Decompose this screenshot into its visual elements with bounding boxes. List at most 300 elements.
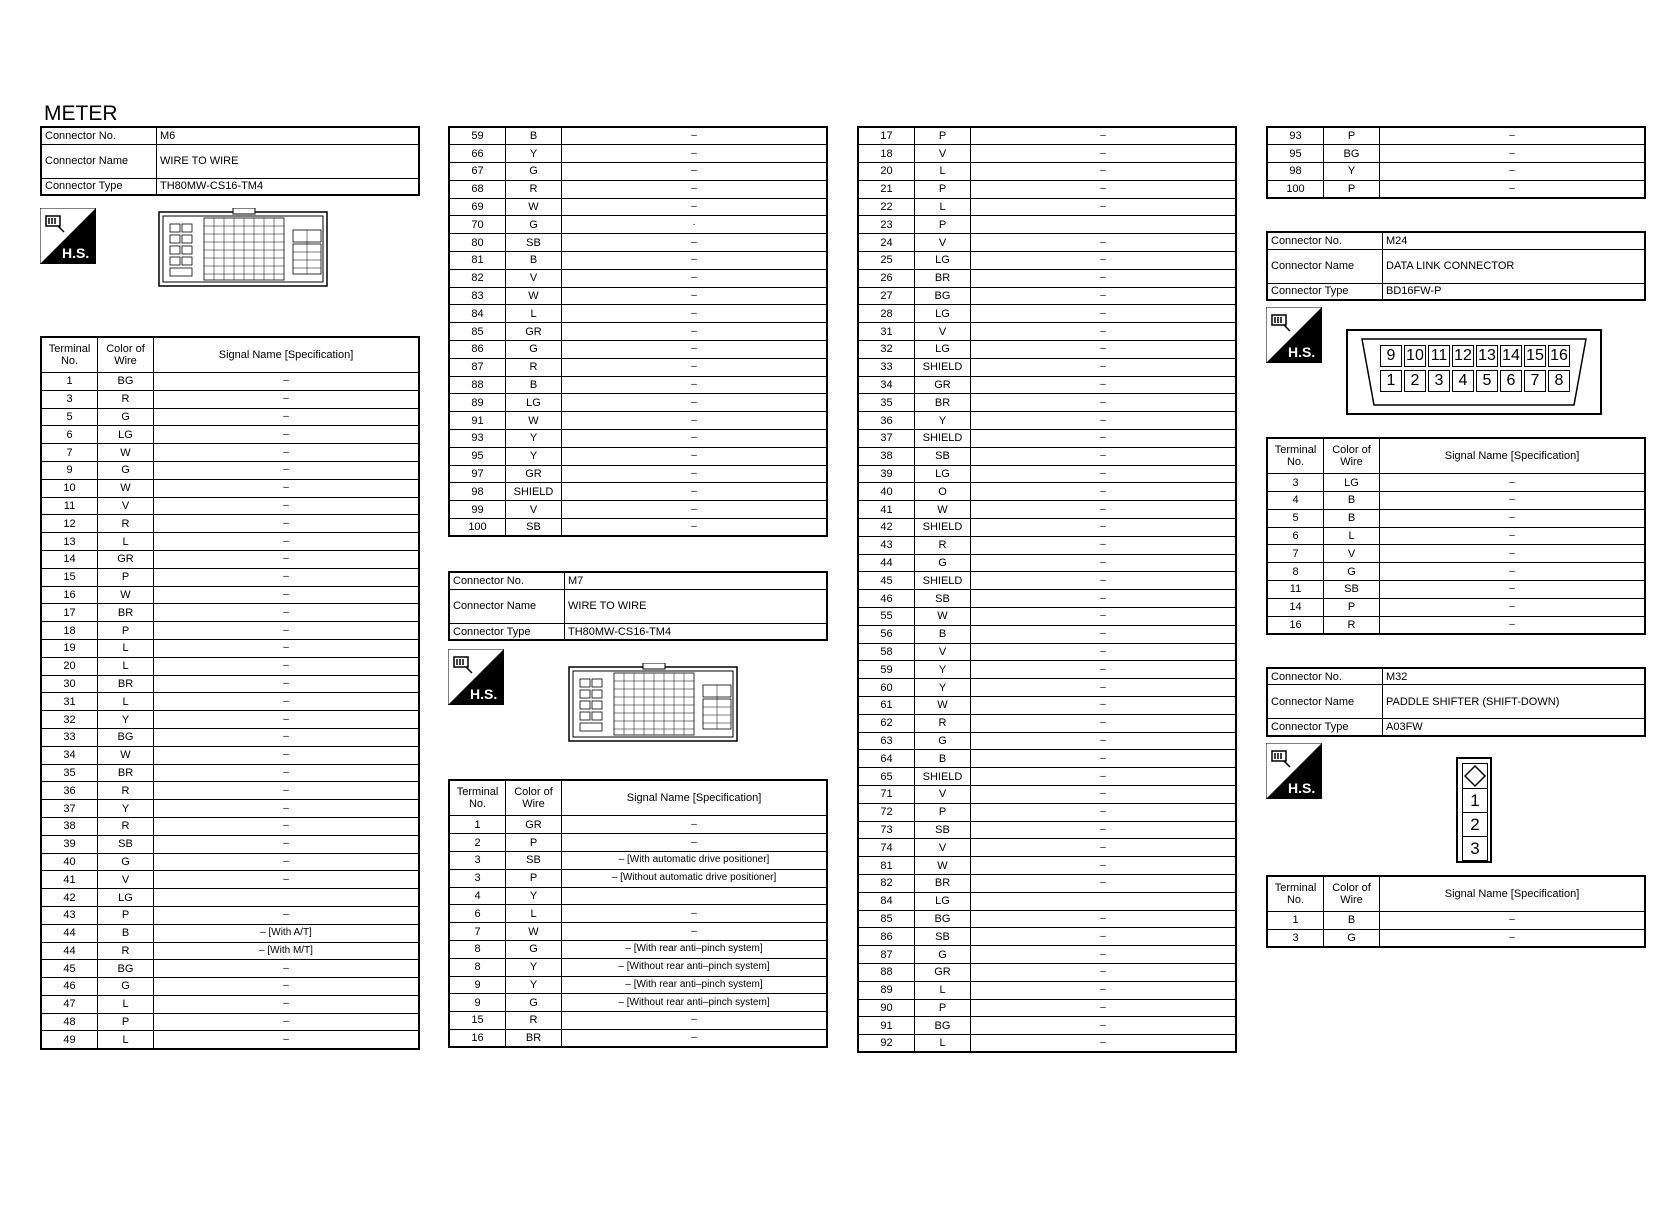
wire-color-cell: P — [98, 568, 154, 586]
wire-color-cell: G — [915, 554, 971, 572]
signal-name-cell: – — [154, 1031, 420, 1049]
wire-color-cell: P — [1324, 127, 1380, 145]
signal-name-cell: – — [971, 1035, 1237, 1053]
signal-name-cell: – — [154, 550, 420, 568]
wire-color-cell: R — [1324, 616, 1380, 634]
table-row — [41, 995, 419, 1013]
connector-name-value: PADDLE SHIFTER (SHIFT-DOWN) — [1383, 685, 1646, 719]
terminal-no-cell: 42 — [858, 519, 915, 537]
terminal-no-cell: 73 — [858, 821, 915, 839]
signal-name-cell: – — [971, 376, 1237, 394]
terminal-no-cell: 36 — [41, 782, 98, 800]
table-row — [41, 408, 419, 426]
m32-connector-diagram — [1456, 757, 1492, 863]
wire-color-cell: G — [1324, 563, 1380, 581]
wire-color-cell: L — [98, 1031, 154, 1049]
signal-name-cell: – [With rear anti–pinch system] — [562, 976, 828, 994]
table-row — [1267, 929, 1645, 947]
wire-color-cell: G — [506, 940, 562, 958]
wire-color-cell: Y — [98, 800, 154, 818]
table-row — [41, 426, 419, 444]
wire-color-cell: BR — [915, 394, 971, 412]
terminal-no-cell: 18 — [858, 145, 915, 163]
signal-name-cell: – — [154, 800, 420, 818]
terminal-no-cell: 1 — [449, 816, 506, 834]
connector-name-label: Connector Name — [41, 144, 157, 178]
wire-color-cell: R — [98, 782, 154, 800]
connector-pin: 1 — [1380, 370, 1402, 392]
terminal-no-cell: 25 — [858, 252, 915, 270]
m32-info-table — [1266, 667, 1646, 737]
wire-color-cell: O — [915, 483, 971, 501]
signal-name-cell: – — [1380, 509, 1646, 527]
wire-color-cell: G — [506, 994, 562, 1012]
wire-color-cell: SB — [506, 234, 562, 252]
connector-pin: 2 — [1463, 813, 1487, 837]
wire-color-cell: BG — [915, 910, 971, 928]
table-row — [449, 163, 827, 181]
connector-pin: 2 — [1404, 370, 1426, 392]
wire-color-cell: P — [506, 869, 562, 887]
signal-name-cell: – — [971, 483, 1237, 501]
signal-name-cell: · — [562, 216, 828, 234]
signal-name-cell: – — [562, 145, 828, 163]
table-row — [449, 269, 827, 287]
wire-color-cell: BG — [915, 1017, 971, 1035]
signal-name-cell: – — [562, 323, 828, 341]
table-row — [41, 871, 419, 889]
terminal-no-cell: 9 — [449, 976, 506, 994]
wire-color-cell: Y — [1324, 163, 1380, 181]
signal-name-cell: – — [562, 430, 828, 448]
terminal-no-cell: 41 — [41, 871, 98, 889]
table-row — [858, 180, 1236, 198]
wire-color-cell: R — [98, 390, 154, 408]
wire-color-cell: P — [98, 622, 154, 640]
table-row — [858, 803, 1236, 821]
wire-color-cell: B — [98, 924, 154, 942]
signal-name-cell: – — [154, 586, 420, 604]
connector-pin: 7 — [1524, 370, 1546, 392]
terminal-no-cell: 5 — [41, 408, 98, 426]
terminal-no-cell: 26 — [858, 269, 915, 287]
table-row — [449, 305, 827, 323]
table-row — [858, 483, 1236, 501]
page-title: METER — [44, 102, 118, 125]
signal-name-cell: – — [154, 960, 420, 978]
color-of-wire-header: Color of Wire — [506, 780, 562, 816]
table-row — [858, 269, 1236, 287]
terminal-no-cell: 33 — [41, 728, 98, 746]
wire-color-cell: BG — [915, 287, 971, 305]
table-row — [858, 287, 1236, 305]
wire-color-cell: P — [506, 834, 562, 852]
table-row — [858, 768, 1236, 786]
terminal-no-cell: 35 — [858, 394, 915, 412]
signal-name-header: Signal Name [Specification] — [1380, 876, 1646, 912]
signal-name-cell: – — [971, 732, 1237, 750]
wire-color-cell: SHIELD — [915, 358, 971, 376]
table-row — [858, 465, 1236, 483]
signal-name-cell: – — [971, 412, 1237, 430]
column-4 — [1266, 126, 1646, 948]
m7-terminal-table-a — [448, 779, 828, 1048]
table-row — [858, 590, 1236, 608]
wire-color-cell: P — [98, 1013, 154, 1031]
signal-name-cell: – — [562, 127, 828, 145]
table-row — [858, 1017, 1236, 1035]
terminal-no-cell: 80 — [449, 234, 506, 252]
signal-name-cell: – — [562, 905, 828, 923]
m7-terminal-table-c — [1266, 126, 1646, 199]
terminal-no-cell: 74 — [858, 839, 915, 857]
terminal-no-cell: 37 — [858, 430, 915, 448]
terminal-no-header: Terminal No. — [1267, 876, 1324, 912]
signal-name-cell: – — [971, 785, 1237, 803]
table-row — [449, 887, 827, 905]
connector-pin: 15 — [1524, 345, 1546, 367]
wire-color-cell: GR — [98, 550, 154, 568]
wire-color-cell: B — [506, 376, 562, 394]
terminal-no-cell: 16 — [41, 586, 98, 604]
table-row — [858, 127, 1236, 145]
wire-color-cell: G — [98, 408, 154, 426]
terminal-no-cell: 17 — [41, 604, 98, 622]
wire-color-cell: SB — [915, 821, 971, 839]
wire-color-cell: SB — [506, 851, 562, 869]
table-row — [858, 963, 1236, 981]
hs-icon — [40, 208, 96, 264]
terminal-no-cell: 42 — [41, 889, 98, 907]
wire-color-cell: Y — [915, 661, 971, 679]
wire-color-cell: Y — [98, 711, 154, 729]
terminal-no-cell: 31 — [41, 693, 98, 711]
signal-name-cell: – — [1380, 145, 1646, 163]
table-row — [41, 604, 419, 622]
signal-name-cell: – — [562, 816, 828, 834]
terminal-no-cell: 47 — [41, 995, 98, 1013]
connector-no-label: Connector No. — [1267, 668, 1383, 685]
connector-no-value: M32 — [1383, 668, 1646, 685]
terminal-no-cell: 6 — [41, 426, 98, 444]
terminal-no-cell: 40 — [858, 483, 915, 501]
signal-name-cell: – — [1380, 127, 1646, 145]
terminal-no-cell: 28 — [858, 305, 915, 323]
terminal-no-cell: 45 — [41, 960, 98, 978]
wire-color-cell: BR — [915, 874, 971, 892]
terminal-no-cell: 88 — [449, 376, 506, 394]
connector-pin: 13 — [1476, 345, 1498, 367]
table-row — [858, 394, 1236, 412]
m7-connector-diagram — [568, 663, 738, 748]
wire-color-cell: P — [915, 803, 971, 821]
signal-name-cell: – — [971, 145, 1237, 163]
signal-name-cell: – — [154, 853, 420, 871]
wire-color-cell: V — [915, 234, 971, 252]
terminal-no-cell: 21 — [858, 180, 915, 198]
wire-color-cell: SHIELD — [915, 430, 971, 448]
wire-color-cell: V — [915, 785, 971, 803]
table-row — [1267, 545, 1645, 563]
terminal-no-cell: 31 — [858, 323, 915, 341]
signal-name-cell: – — [562, 483, 828, 501]
signal-name-cell: – — [1380, 527, 1646, 545]
table-row — [41, 373, 419, 391]
table-row — [858, 714, 1236, 732]
connector-pin: 3 — [1428, 370, 1450, 392]
connector-name-value: WIRE TO WIRE — [157, 144, 420, 178]
connector-type-value: TH80MW-CS16-TM4 — [565, 623, 828, 640]
terminal-no-cell: 59 — [449, 127, 506, 145]
connector-pin: 14 — [1500, 345, 1522, 367]
terminal-no-cell: 58 — [858, 643, 915, 661]
signal-name-cell: – — [562, 234, 828, 252]
wire-color-cell: SB — [915, 590, 971, 608]
table-row — [858, 305, 1236, 323]
table-row — [41, 444, 419, 462]
terminal-no-cell: 97 — [449, 465, 506, 483]
table-row — [41, 889, 419, 907]
wire-color-cell: SB — [1324, 580, 1380, 598]
signal-name-cell: – — [971, 750, 1237, 768]
signal-name-cell — [971, 892, 1237, 910]
signal-name-cell: – — [971, 180, 1237, 198]
wire-color-cell: P — [1324, 598, 1380, 616]
wire-color-cell: G — [98, 853, 154, 871]
terminal-no-cell: 44 — [41, 942, 98, 960]
signal-name-cell: – — [562, 358, 828, 376]
connector-name-value: WIRE TO WIRE — [565, 589, 828, 623]
signal-name-cell: – — [971, 554, 1237, 572]
wire-color-cell: B — [915, 750, 971, 768]
terminal-no-cell: 27 — [858, 287, 915, 305]
signal-name-cell: – — [154, 461, 420, 479]
table-row — [858, 999, 1236, 1017]
wire-color-cell: W — [915, 857, 971, 875]
signal-name-cell: – — [154, 390, 420, 408]
connector-pin: 11 — [1428, 345, 1450, 367]
terminal-no-cell: 39 — [858, 465, 915, 483]
connector-type-value: A03FW — [1383, 719, 1646, 736]
table-row — [41, 586, 419, 604]
terminal-no-cell: 19 — [41, 639, 98, 657]
wire-color-cell: GR — [915, 963, 971, 981]
table-row — [449, 287, 827, 305]
signal-name-cell: – — [1380, 545, 1646, 563]
terminal-no-cell: 24 — [858, 234, 915, 252]
table-row — [449, 976, 827, 994]
terminal-no-cell: 8 — [1267, 563, 1324, 581]
wire-color-cell: Y — [506, 887, 562, 905]
connector-name-label: Connector Name — [449, 589, 565, 623]
table-row — [858, 341, 1236, 359]
connector-pin: 3 — [1470, 838, 1480, 858]
wire-color-cell: BG — [98, 960, 154, 978]
table-row — [858, 145, 1236, 163]
table-row — [858, 874, 1236, 892]
terminal-no-cell: 86 — [449, 341, 506, 359]
connector-name-label: Connector Name — [1267, 249, 1383, 283]
wire-color-cell: G — [915, 946, 971, 964]
table-row — [858, 981, 1236, 999]
signal-name-cell: – — [1380, 163, 1646, 181]
keyway-icon — [1463, 764, 1487, 789]
terminal-no-cell: 91 — [858, 1017, 915, 1035]
terminal-no-cell: 61 — [858, 697, 915, 715]
table-row — [858, 750, 1236, 768]
color-of-wire-header: Color of Wire — [1324, 438, 1380, 474]
terminal-no-cell: 39 — [41, 835, 98, 853]
terminal-no-cell: 81 — [858, 857, 915, 875]
signal-name-cell: – — [154, 693, 420, 711]
table-row — [41, 568, 419, 586]
signal-name-cell: – — [562, 305, 828, 323]
terminal-no-cell: 16 — [449, 1029, 506, 1047]
wire-color-cell: R — [506, 1012, 562, 1030]
terminal-no-cell: 98 — [1267, 163, 1324, 181]
wire-color-cell: W — [98, 586, 154, 604]
signal-name-cell: – — [971, 447, 1237, 465]
table-row — [1267, 598, 1645, 616]
wire-color-cell: W — [506, 287, 562, 305]
signal-name-cell: – — [562, 834, 828, 852]
signal-name-cell: – — [971, 910, 1237, 928]
table-row — [449, 483, 827, 501]
wire-color-cell: V — [915, 145, 971, 163]
signal-name-cell: – — [154, 711, 420, 729]
connector-name-label: Connector Name — [1267, 685, 1383, 719]
terminal-no-cell: 64 — [858, 750, 915, 768]
terminal-no-cell: 93 — [1267, 127, 1324, 145]
terminal-no-cell: 44 — [41, 924, 98, 942]
connector-pin: 5 — [1476, 370, 1498, 392]
wire-color-cell: BR — [98, 764, 154, 782]
terminal-no-cell: 99 — [449, 501, 506, 519]
signal-name-cell: – — [562, 1012, 828, 1030]
signal-name-cell: – — [971, 697, 1237, 715]
terminal-no-cell: 1 — [1267, 911, 1324, 929]
m24-terminal-table — [1266, 437, 1646, 635]
table-row — [449, 412, 827, 430]
table-row — [41, 390, 419, 408]
terminal-no-cell: 48 — [41, 1013, 98, 1031]
connector-pin: 4 — [1452, 370, 1474, 392]
wire-color-cell: L — [915, 198, 971, 216]
signal-name-cell: – — [971, 234, 1237, 252]
wire-color-cell: BR — [506, 1029, 562, 1047]
table-row — [41, 942, 419, 960]
terminal-no-cell: 92 — [858, 1035, 915, 1053]
table-row — [41, 711, 419, 729]
wire-color-cell: LG — [98, 426, 154, 444]
terminal-no-cell: 90 — [858, 999, 915, 1017]
table-row — [449, 465, 827, 483]
terminal-no-cell: 66 — [449, 145, 506, 163]
signal-name-cell: – — [154, 675, 420, 693]
connector-name-value: DATA LINK CONNECTOR — [1383, 249, 1646, 283]
table-row — [449, 358, 827, 376]
dlc-pins — [1380, 345, 1570, 392]
terminal-no-cell: 3 — [1267, 929, 1324, 947]
terminal-no-cell: 9 — [449, 994, 506, 1012]
terminal-no-cell: 95 — [449, 447, 506, 465]
wire-color-cell: LG — [915, 465, 971, 483]
table-row — [449, 430, 827, 448]
signal-name-cell: – — [971, 874, 1237, 892]
terminal-no-cell: 4 — [449, 887, 506, 905]
m32-terminal-table — [1266, 875, 1646, 948]
signal-name-cell: – — [971, 928, 1237, 946]
signal-name-cell: – — [562, 376, 828, 394]
connector-no-label: Connector No. — [41, 127, 157, 144]
signal-name-cell: – — [562, 198, 828, 216]
wire-color-cell: SHIELD — [506, 483, 562, 501]
terminal-no-cell: 34 — [858, 376, 915, 394]
terminal-no-cell: 30 — [41, 675, 98, 693]
terminal-no-cell: 43 — [41, 906, 98, 924]
terminal-no-cell: 100 — [449, 519, 506, 537]
connector-no-value: M6 — [157, 127, 420, 144]
table-row — [449, 323, 827, 341]
wire-color-cell: GR — [506, 465, 562, 483]
signal-name-cell: – — [562, 465, 828, 483]
connector-pin: 12 — [1452, 345, 1474, 367]
terminal-no-cell: 14 — [1267, 598, 1324, 616]
wire-color-cell: Y — [915, 412, 971, 430]
terminal-no-header: Terminal No. — [1267, 438, 1324, 474]
connector-no-label: Connector No. — [1267, 232, 1383, 249]
signal-name-cell — [154, 889, 420, 907]
table-row — [858, 358, 1236, 376]
hs-icon — [1266, 743, 1322, 799]
wire-color-cell: V — [915, 643, 971, 661]
signal-name-cell: – — [971, 305, 1237, 323]
table-row — [858, 234, 1236, 252]
wire-color-cell: SB — [915, 447, 971, 465]
terminal-no-cell: 40 — [41, 853, 98, 871]
table-row — [41, 817, 419, 835]
terminal-no-cell: 5 — [1267, 509, 1324, 527]
terminal-no-cell: 62 — [858, 714, 915, 732]
wire-color-cell: L — [506, 905, 562, 923]
table-row — [449, 127, 827, 145]
wire-color-cell: L — [98, 639, 154, 657]
color-of-wire-header: Color of Wire — [1324, 876, 1380, 912]
terminal-no-cell: 43 — [858, 536, 915, 554]
table-row — [41, 479, 419, 497]
table-row — [858, 376, 1236, 394]
connector-pin: 6 — [1500, 370, 1522, 392]
signal-name-cell: – — [971, 572, 1237, 590]
wire-color-cell: G — [915, 732, 971, 750]
table-row — [41, 622, 419, 640]
table-row — [41, 497, 419, 515]
signal-name-cell: – — [971, 608, 1237, 626]
signal-name-cell: – — [154, 978, 420, 996]
signal-name-cell: – [Without rear anti–pinch system] — [562, 994, 828, 1012]
terminal-no-cell: 1 — [41, 373, 98, 391]
wire-color-cell: R — [98, 942, 154, 960]
signal-name-cell: – — [971, 625, 1237, 643]
signal-name-cell: – — [154, 426, 420, 444]
signal-name-cell: – — [971, 643, 1237, 661]
wire-color-cell: B — [506, 127, 562, 145]
table-row — [41, 550, 419, 568]
wire-color-cell: SB — [98, 835, 154, 853]
signal-name-cell: – — [971, 358, 1237, 376]
terminal-no-cell: 59 — [858, 661, 915, 679]
signal-name-header: Signal Name [Specification] — [562, 780, 828, 816]
